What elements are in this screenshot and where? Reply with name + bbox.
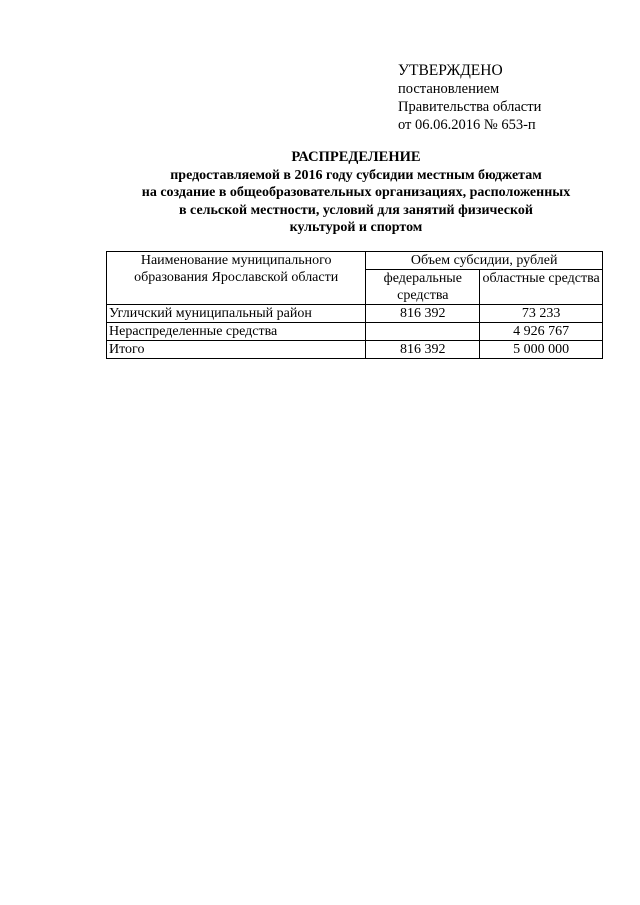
table-row-total — [107, 341, 603, 359]
row-regional: 73 233 — [480, 305, 603, 323]
approval-heading: УТВЕРЖДЕНО — [398, 62, 503, 79]
document-title: РАСПРЕДЕЛЕНИЕ — [291, 149, 421, 165]
subtitle-line: в сельской местности, условий для занятий физической — [179, 202, 533, 218]
approval-line: от 06.06.2016 № 653-п — [398, 117, 536, 133]
row-regional: 4 926 767 — [480, 323, 603, 341]
distribution-table — [106, 251, 603, 359]
approval-line: постановлением — [398, 81, 500, 97]
table-header-row — [107, 252, 603, 270]
document-title-block — [106, 149, 606, 237]
header-municipality: Наименование муниципального образования Ярославской области — [107, 252, 366, 305]
header-subsidy: Объем субсидии, рублей — [366, 252, 603, 270]
header-regional: областные средства — [480, 270, 603, 305]
row-federal: 816 392 — [366, 305, 480, 323]
header-federal: федеральные средства — [366, 270, 480, 305]
subtitle-line: на создание в общеобразовательных организациях, расположенных — [141, 185, 571, 200]
row-name: Итого — [107, 341, 366, 359]
row-federal — [366, 323, 480, 341]
table-row — [107, 305, 603, 323]
approval-line: Правительства области — [398, 99, 542, 115]
row-name: Угличский муниципальный район — [107, 305, 366, 323]
subtitle-line: предоставляемой в 2016 году субсидии местным бюджетам — [170, 167, 542, 183]
table-row — [107, 323, 603, 341]
row-federal: 816 392 — [366, 341, 480, 359]
subtitle-line: культурой и спортом — [289, 220, 423, 235]
approval-stamp — [398, 62, 541, 134]
row-name: Нераспределенные средства — [107, 323, 366, 341]
row-regional: 5 000 000 — [480, 341, 603, 359]
